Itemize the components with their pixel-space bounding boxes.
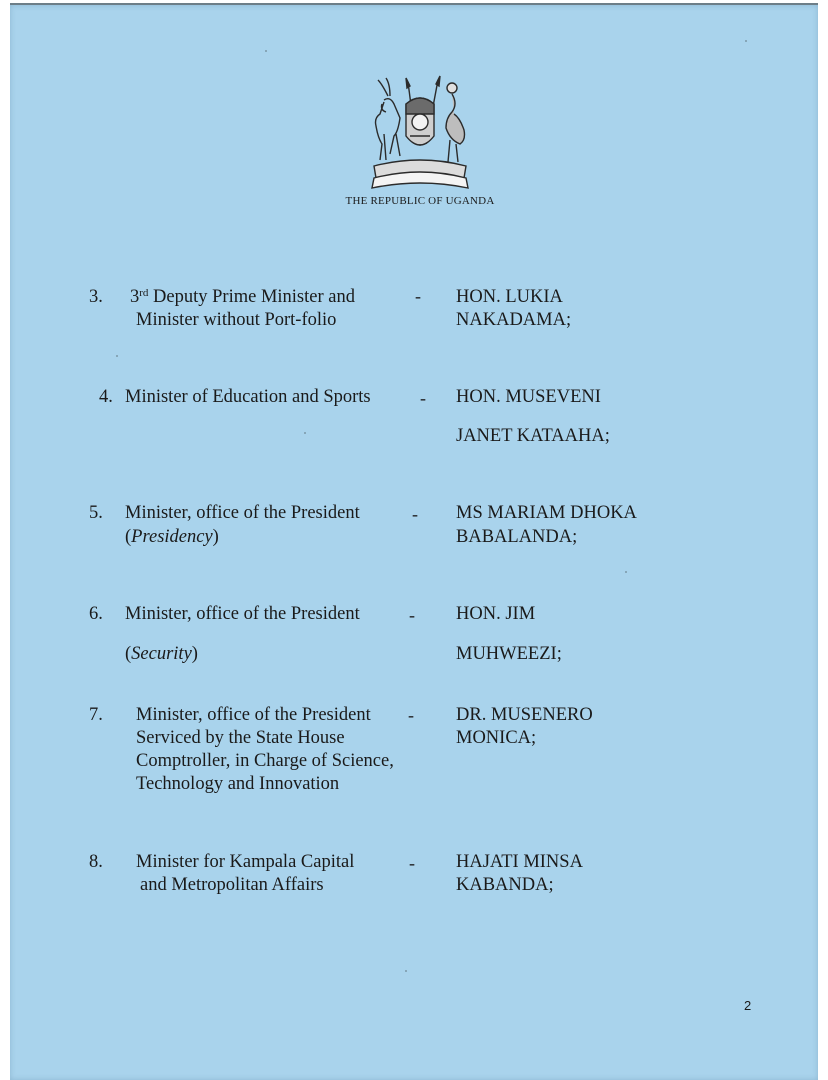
entry-title-line: Minister of Education and Sports <box>125 387 371 407</box>
separator-dash: - <box>420 388 426 408</box>
separator-dash: - <box>408 705 414 725</box>
entry-title-rest: Deputy Prime Minister and <box>148 287 355 307</box>
paper-speck <box>265 50 267 52</box>
entry-title-line: Minister for Kampala Capital <box>136 852 355 872</box>
paren: ) <box>212 527 219 547</box>
entry-number: 8. <box>89 852 103 872</box>
paren: ) <box>191 644 198 664</box>
minister-name-line: NAKADAMA; <box>456 310 572 330</box>
paren: ( <box>125 527 132 547</box>
minister-name-line: MUHWEEZI; <box>456 644 562 664</box>
paper-speck <box>116 355 118 357</box>
entry-title-line: Technology and Innovation <box>136 774 340 794</box>
portfolio-italic: Security <box>131 644 192 664</box>
entry-title-line: Minister without Port-folio <box>136 310 337 330</box>
paren: ( <box>125 644 132 664</box>
minister-name-line: HON. LUKIA <box>456 287 563 307</box>
separator-dash: - <box>412 504 418 524</box>
entry-number: 3. <box>89 287 103 307</box>
portfolio-italic: Presidency <box>131 527 213 547</box>
entry-title-line: Serviced by the State House <box>136 728 345 748</box>
entry-number: 4. <box>99 387 113 407</box>
uganda-coat-of-arms-icon <box>360 74 480 196</box>
republic-heading: THE REPUBLIC OF UGANDA <box>345 195 495 207</box>
entry-title-line <box>125 526 219 549</box>
entry-number: 5. <box>89 503 103 523</box>
minister-name-line: BABALANDA; <box>456 527 578 547</box>
page-number: 2 <box>744 998 752 1013</box>
entry-title-line <box>125 643 198 666</box>
minister-name-line: HON. MUSEVENI <box>456 387 601 407</box>
entry-title-line: Minister, office of the President <box>136 705 371 725</box>
minister-name-line: MS MARIAM DHOKA <box>456 503 637 523</box>
entry-number: 6. <box>89 604 103 624</box>
entry-title-line: Comptroller, in Charge of Science, <box>136 751 394 771</box>
paper-speck <box>405 970 407 972</box>
ordinal-number: 3 <box>130 287 140 307</box>
minister-name-line: JANET KATAAHA; <box>456 426 610 446</box>
separator-dash: - <box>409 853 415 873</box>
entry-title-line: and Metropolitan Affairs <box>140 875 324 895</box>
paper-speck <box>625 571 627 573</box>
ordinal-suffix: rd <box>139 287 149 299</box>
separator-dash: - <box>415 286 421 306</box>
entry-number: 7. <box>89 705 103 725</box>
entry-title-line: Minister, office of the President <box>125 503 360 523</box>
entry-title-line: Minister, office of the President <box>125 604 360 624</box>
minister-name-line: DR. MUSENERO <box>456 705 593 725</box>
separator-dash: - <box>409 605 415 625</box>
minister-name-line: KABANDA; <box>456 875 554 895</box>
minister-name-line: HAJATI MINSA <box>456 852 583 872</box>
entry-title-line <box>130 286 355 309</box>
minister-name-line: HON. JIM <box>456 604 536 624</box>
paper-speck <box>304 432 306 434</box>
paper-speck <box>745 40 747 42</box>
minister-name-line: MONICA; <box>456 728 537 748</box>
